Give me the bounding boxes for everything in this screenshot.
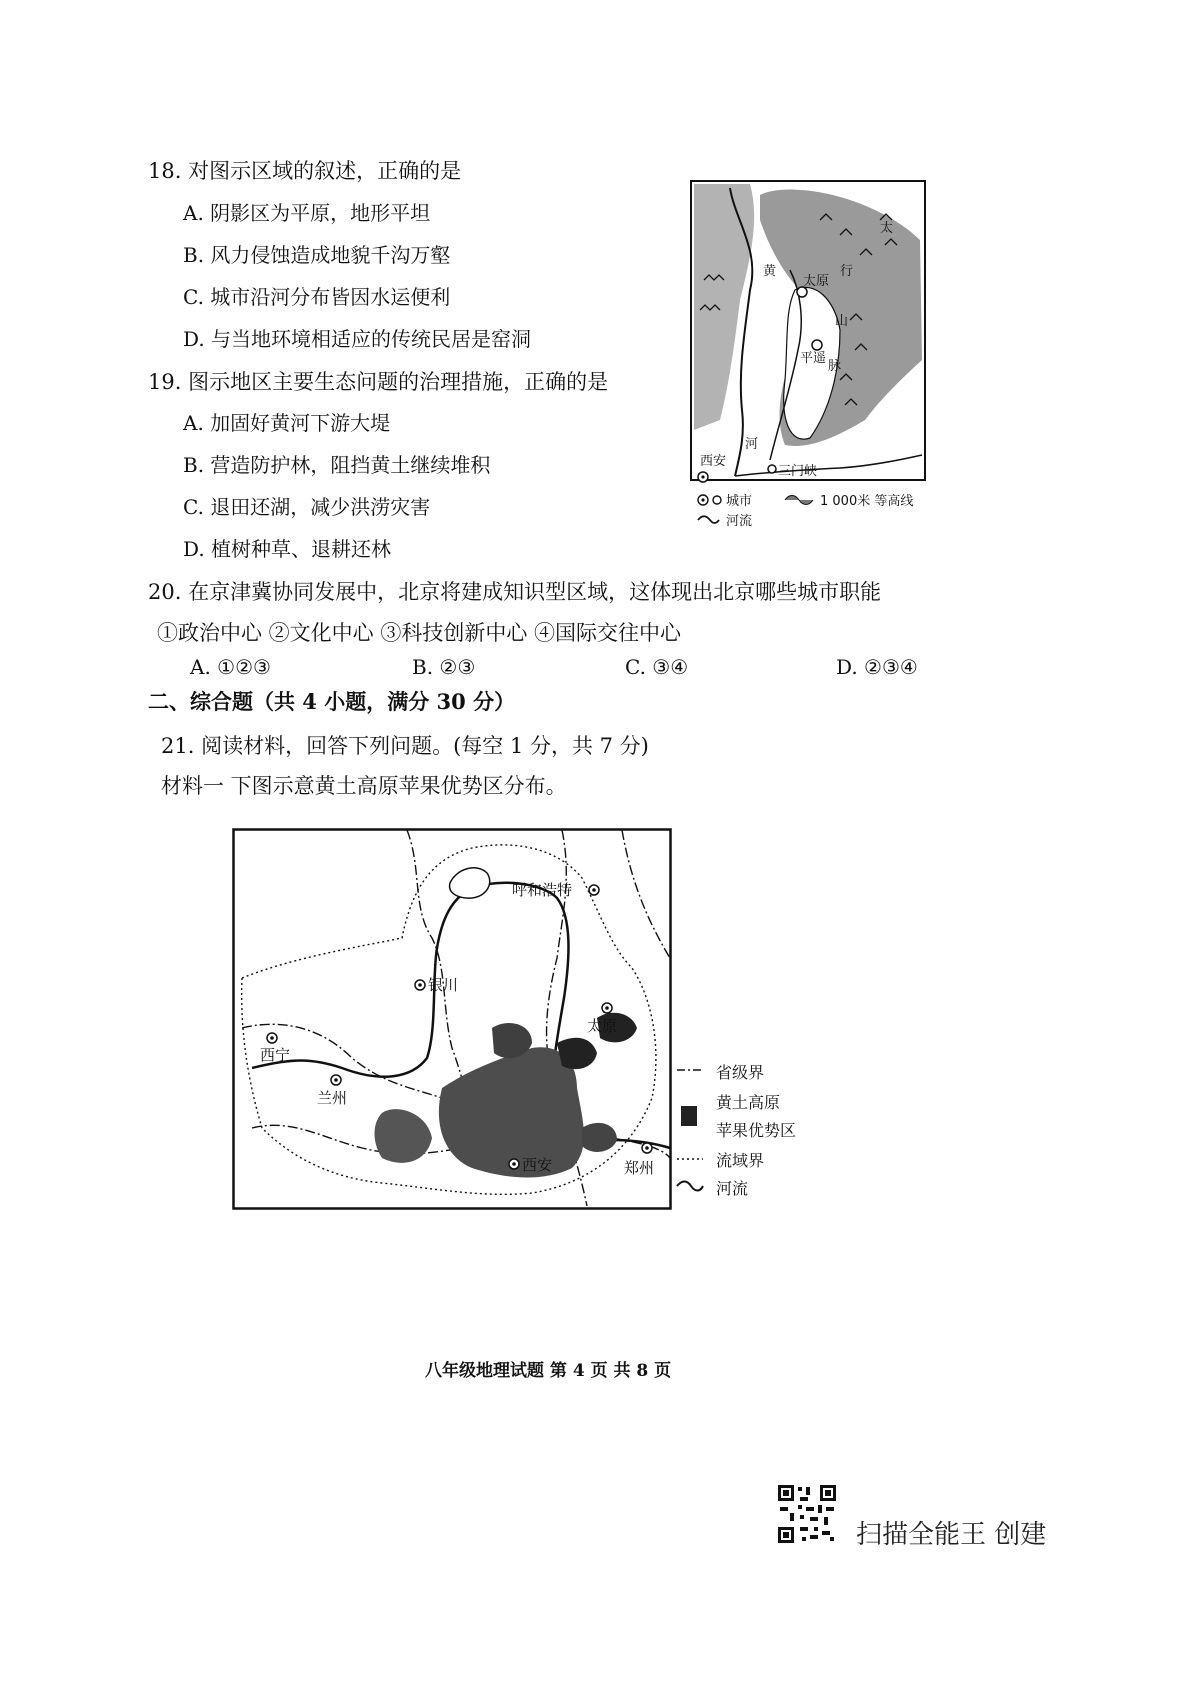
- label-hang: 行: [840, 264, 854, 279]
- label-mai: 脉: [828, 359, 842, 374]
- watermark-text: 扫描全能王 创建: [856, 1520, 1047, 1550]
- label-yinchuan: 银川: [428, 976, 459, 994]
- legend-basin: 流域界: [716, 1151, 765, 1170]
- q20-option-a: A. ①②③: [190, 655, 271, 679]
- label-tai: 太: [880, 221, 894, 236]
- q20-option-d: D. ②③④: [836, 655, 918, 679]
- label-he: 河: [745, 437, 759, 452]
- label-lanzhou: 兰州: [317, 1089, 348, 1107]
- q19-option-d: D. 植树种草、退耕还林: [183, 537, 392, 561]
- label-zhengzhou: 郑州: [624, 1159, 655, 1177]
- label-huang: 黄: [763, 264, 777, 279]
- q20-option-c: C. ③④: [625, 655, 689, 679]
- apple-map-legend: [675, 1058, 705, 1198]
- q19-option-c: C. 退田还湖，减少洪涝灾害: [183, 495, 431, 519]
- legend-river-large: 河流: [716, 1179, 749, 1198]
- label-taiyuan-large: 太原: [587, 1017, 618, 1035]
- q19-option-a: A. 加固好黄河下游大堤: [183, 411, 391, 435]
- qr-code-icon: [776, 1483, 838, 1545]
- label-pingyao: 平遥: [800, 351, 827, 366]
- q18-option-d: D. 与当地环境相适应的传统民居是窑洞: [183, 327, 532, 351]
- legend-province: 省级界: [716, 1063, 765, 1082]
- q18-option-a: A. 阴影区为平原，地形平坦: [183, 201, 431, 225]
- label-xining: 西宁: [260, 1046, 291, 1064]
- legend-apple-1: 黄土高原: [716, 1093, 781, 1112]
- q19-option-b: B. 营造防护林，阻挡黄土继续堆积: [183, 453, 491, 477]
- label-huhehaote: 呼和浩特: [512, 881, 573, 899]
- q20-option-b: B. ②③: [412, 655, 476, 679]
- q18-option-b: B. 风力侵蚀造成地貌千沟万壑: [183, 243, 451, 267]
- legend-river: 河流: [726, 514, 753, 529]
- label-shan: 山: [835, 314, 849, 329]
- legend-contour: 1 000米 等高线: [820, 494, 914, 509]
- loess-region-map: [690, 180, 926, 530]
- q19-stem: 19. 图示地区主要生态问题的治理措施，正确的是: [148, 370, 609, 394]
- q21-material-1: 材料一 下图示意黄土高原苹果优势区分布。: [161, 774, 567, 798]
- q21-stem: 21. 阅读材料，回答下列问题。(每空 1 分，共 7 分): [161, 734, 649, 758]
- apple-region-map: [232, 828, 672, 1210]
- q20-choices: ①政治中心 ②文化中心 ③科技创新中心 ④国际交往中心: [157, 621, 682, 645]
- small-map-legend: [698, 493, 913, 529]
- label-taiyuan: 太原: [803, 274, 830, 289]
- label-xian: 西安: [700, 454, 727, 469]
- q18-stem: 18. 对图示区域的叙述，正确的是: [148, 159, 462, 183]
- label-xian-large: 西安: [522, 1156, 553, 1174]
- label-sanmenxia: 三门峡: [778, 464, 818, 479]
- section-heading: 二、综合题（共 4 小题，满分 30 分）: [148, 689, 516, 714]
- page-footer: 八年级地理试题 第 4 页 共 8 页: [425, 1361, 672, 1381]
- q20-stem: 20. 在京津冀协同发展中，北京将建成知识型区域，这体现出北京哪些城市职能: [148, 580, 882, 604]
- q18-option-c: C. 城市沿河分布皆因水运便利: [183, 285, 451, 309]
- legend-apple-2: 苹果优势区: [716, 1121, 797, 1140]
- legend-city: 城市: [726, 494, 753, 509]
